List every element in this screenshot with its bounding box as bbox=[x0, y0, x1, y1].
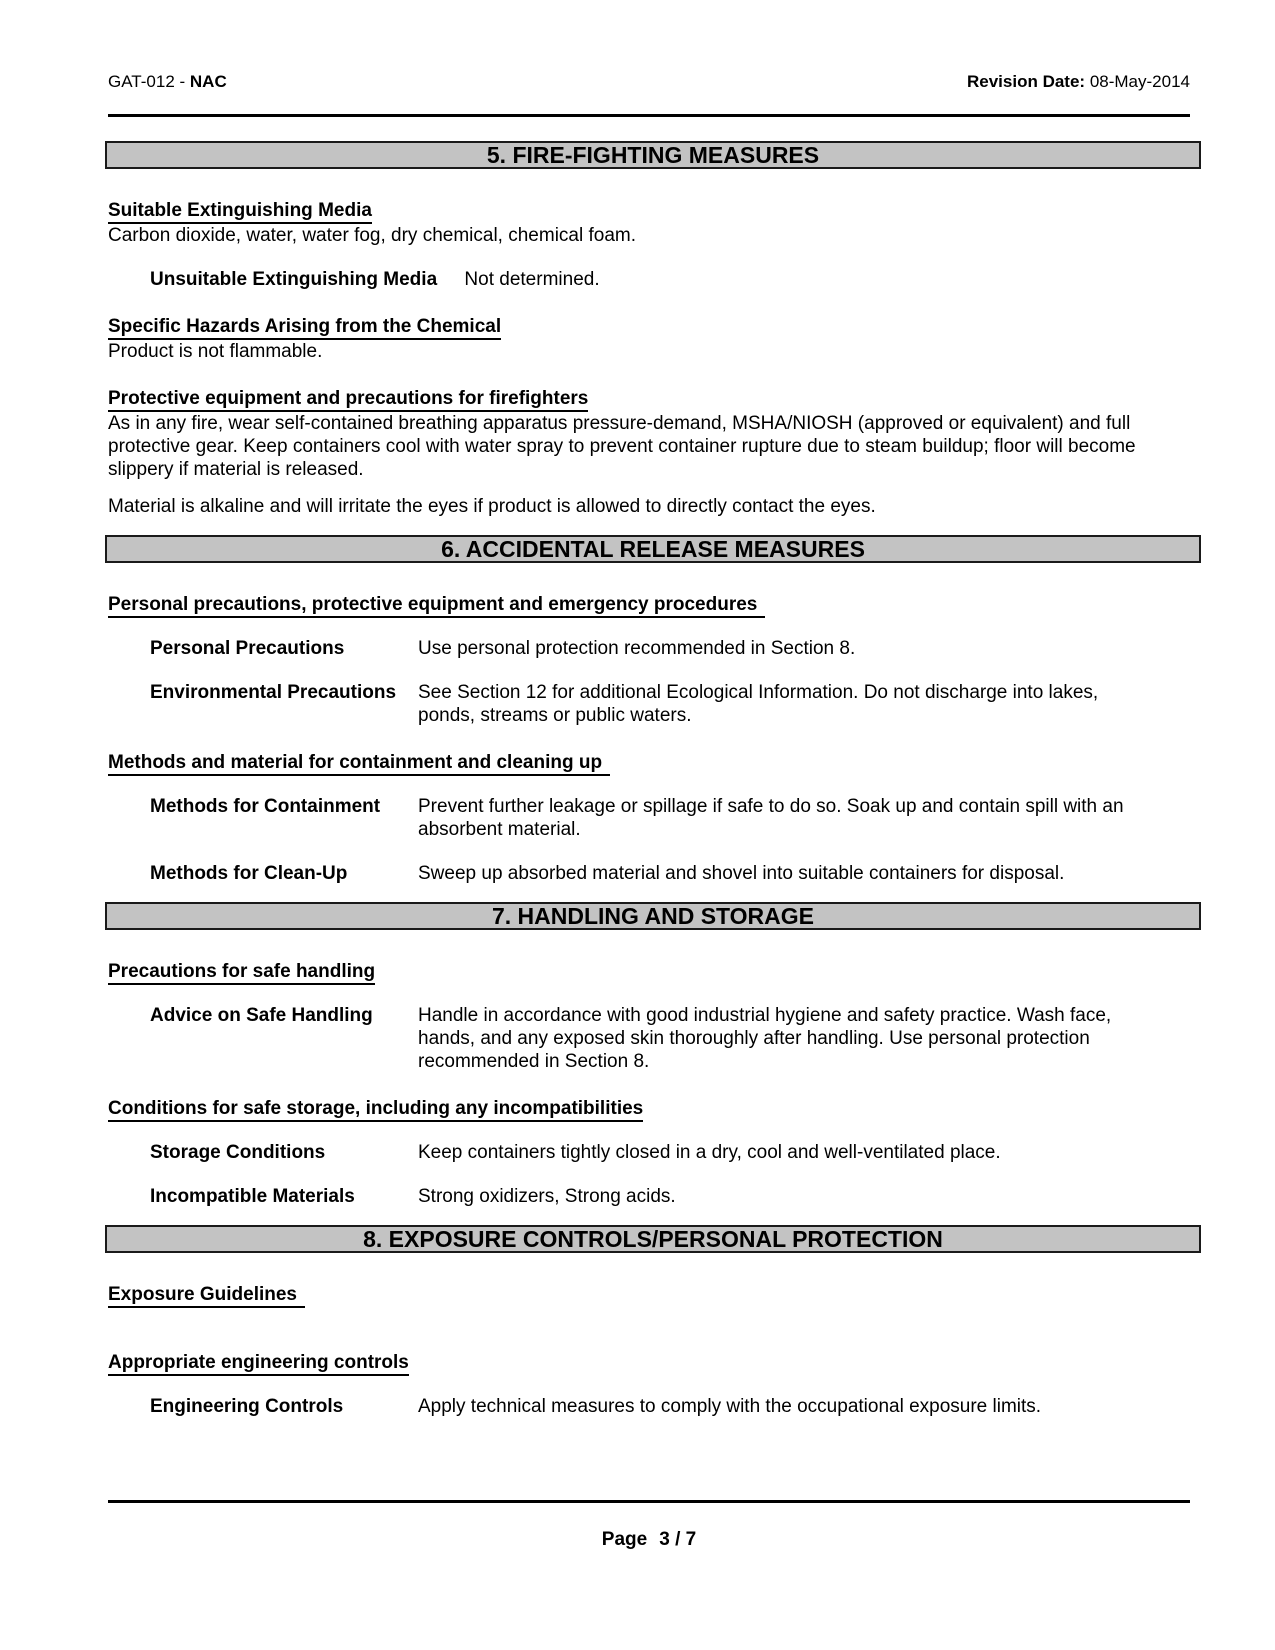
section-5-banner: 5. FIRE-FIGHTING MEASURES bbox=[105, 141, 1201, 169]
personal-precautions-row bbox=[108, 637, 1190, 660]
protective-equipment-heading: Protective equipment and precautions for firefighters bbox=[108, 387, 1190, 410]
engineering-controls-heading: Appropriate engineering controls bbox=[108, 1351, 1190, 1374]
revision-date-label: Revision Date: bbox=[967, 72, 1086, 91]
methods-for-cleanup-row bbox=[108, 862, 1190, 885]
advice-safe-handling-label: Advice on Safe Handling bbox=[150, 1005, 373, 1026]
storage-conditions-row bbox=[108, 1141, 1190, 1164]
suitable-extinguishing-media-text: Carbon dioxide, water, water fog, dry chemical, chemical foam. bbox=[108, 225, 637, 246]
environmental-precautions-row bbox=[108, 681, 1190, 727]
specific-hazards-heading: Specific Hazards Arising from the Chemical bbox=[108, 315, 1190, 338]
footer-rule bbox=[108, 1500, 1190, 1503]
personal-precautions-label: Personal Precautions bbox=[150, 638, 345, 659]
incompatible-materials-label: Incompatible Materials bbox=[150, 1186, 355, 1207]
incompatible-materials-row bbox=[108, 1185, 1190, 1208]
incompatible-materials-value: Strong oxidizers, Strong acids. bbox=[418, 1186, 676, 1207]
methods-containment-heading: Methods and material for containment and cleaning up bbox=[108, 751, 1190, 774]
document-id bbox=[108, 72, 227, 92]
methods-for-containment-row bbox=[108, 795, 1190, 841]
revision-date-value: 08-May-2014 bbox=[1089, 72, 1190, 91]
page-number bbox=[108, 1529, 1190, 1551]
personal-precautions-heading: Personal precautions, protective equipment and emergency procedures bbox=[108, 593, 1190, 616]
unsuitable-extinguishing-media-label: Unsuitable Extinguishing Media bbox=[150, 269, 438, 290]
engineering-controls-label: Engineering Controls bbox=[150, 1396, 344, 1417]
engineering-controls-row bbox=[108, 1395, 1190, 1418]
storage-conditions-label: Storage Conditions bbox=[150, 1142, 326, 1163]
safe-storage-heading: Conditions for safe storage, including any incompatibilities bbox=[108, 1097, 1190, 1120]
revision-date bbox=[967, 72, 1190, 92]
personal-precautions-value: Use personal protection recommended in Section 8. bbox=[418, 638, 856, 659]
product-name: NAC bbox=[189, 72, 227, 91]
methods-for-cleanup-value: Sweep up absorbed material and shovel into suitable containers for disposal. bbox=[418, 863, 1065, 884]
document-footer bbox=[108, 1500, 1190, 1551]
exposure-guidelines-heading: Exposure Guidelines bbox=[108, 1283, 1190, 1306]
section-7-banner: 7. HANDLING AND STORAGE bbox=[105, 902, 1201, 930]
specific-hazards-text: Product is not flammable. bbox=[108, 341, 323, 362]
environmental-precautions-label: Environmental Precautions bbox=[150, 682, 397, 703]
suitable-extinguishing-media-heading: Suitable Extinguishing Media bbox=[108, 199, 1190, 222]
unsuitable-extinguishing-media-value: Not determined. bbox=[464, 269, 600, 290]
environmental-precautions-value: See Section 12 for additional Ecological Information. Do not discharge into lakes, ponds, streams or public waters. bbox=[418, 682, 1099, 726]
methods-for-containment-value: Prevent further leakage or spillage if safe to do so. Soak up and contain spill with an absorbent material. bbox=[418, 796, 1124, 840]
advice-safe-handling-value: Handle in accordance with good industrial hygiene and safety practice. Wash face, hands, and any exposed skin thoroughly after handling. Use personal protection recommended in Section 8. bbox=[418, 1005, 1112, 1072]
storage-conditions-value: Keep containers tightly closed in a dry, cool and well-ventilated place. bbox=[418, 1142, 1001, 1163]
page-value: 3 / 7 bbox=[659, 1529, 697, 1550]
document-code: GAT-012 - bbox=[108, 72, 186, 91]
advice-safe-handling-row bbox=[108, 1004, 1190, 1073]
engineering-controls-value: Apply technical measures to comply with the occupational exposure limits. bbox=[418, 1396, 1042, 1417]
document-header bbox=[108, 72, 1190, 92]
section-8-banner: 8. EXPOSURE CONTROLS/PERSONAL PROTECTION bbox=[105, 1225, 1201, 1253]
protective-equipment-text: As in any fire, wear self-contained breathing apparatus pressure-demand, MSHA/NIOSH (approved or equivalent) and full protective gear. Keep containers cool with water spray to prevent container rupture due to steam buildup; floor will become slippery if material is released. bbox=[108, 413, 1136, 480]
methods-for-cleanup-label: Methods for Clean-Up bbox=[150, 863, 348, 884]
header-rule bbox=[108, 114, 1190, 117]
section-6-banner: 6. ACCIDENTAL RELEASE MEASURES bbox=[105, 535, 1201, 563]
methods-for-containment-label: Methods for Containment bbox=[150, 796, 381, 817]
unsuitable-extinguishing-media-row bbox=[150, 268, 1190, 291]
safe-handling-heading: Precautions for safe handling bbox=[108, 960, 1190, 983]
page-label: Page bbox=[601, 1529, 648, 1550]
alkaline-note-text: Material is alkaline and will irritate the eyes if product is allowed to directly contact the eyes. bbox=[108, 496, 876, 517]
